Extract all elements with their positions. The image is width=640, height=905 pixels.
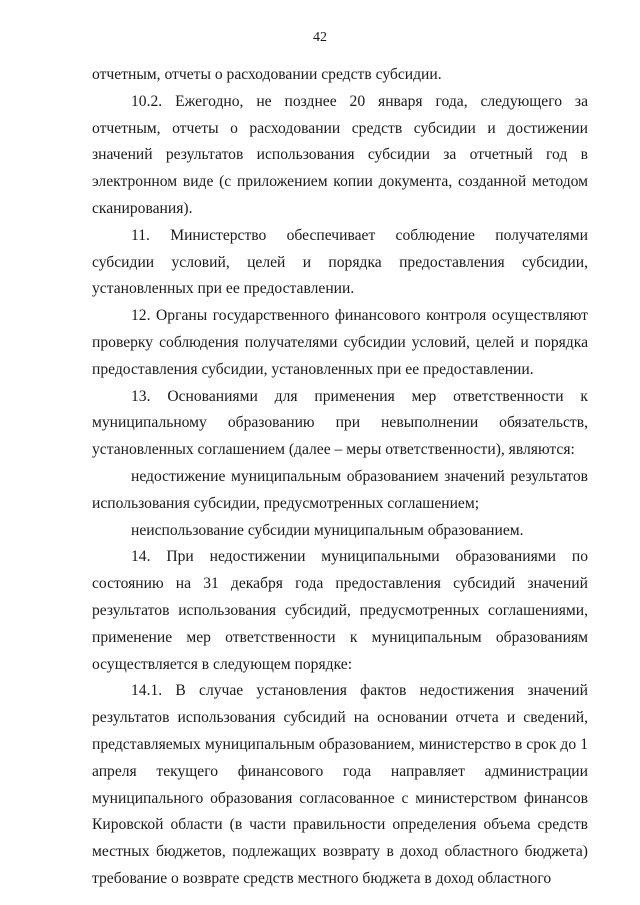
paragraph-14: 14. При недостижении муниципальными образованиями по состоянию на 31 декабря года предоставления субсидий значений результатов использования субсидий, предусмотренных соглашениями, применение мер ответственности к муниципальным образованиям осуществляется в следующем порядке: (92, 548, 588, 673)
paragraph-10-2: 10.2. Ежегодно, не позднее 20 января года, следующего за отчетным, отчеты о расходовании средств субсидии и достижении значений результатов использования субсидии за отчетный год в электронном виде (с приложением копии документа, созданной методом сканирования). (92, 92, 588, 217)
page-number: 42 (313, 30, 327, 45)
paragraph-11: 11. Министерство обеспечивает соблюдение получателями субсидии условий, целей и порядка предоставления субсидии, установленных при ее предоставлении. (92, 226, 588, 298)
paragraph-13-item-1: недостижение муниципальным образованием значений результатов использования субсидии, предусмотренных соглашением; (92, 467, 588, 512)
paragraph-14-1: 14.1. В случае установления фактов недостижения значений результатов использования субсидий на основании отчета и сведений, представляемых муниципальным образованием, министерство в срок до 1 апреля текущего финансового года направляет администрации муниципального образования согласованное с министерством финансов Кировской области (в части правильности определения объема средств местных бюджетов, подлежащих возврату в доход областного бюджета) требование о возврате средств местного бюджета в доход областного (92, 682, 588, 887)
paragraph-13: 13. Основаниями для применения мер ответственности к муниципальному образованию при невыполнении обязательств, установленных соглашением (далее – меры ответственности), являются: (92, 387, 588, 459)
document-body (92, 62, 588, 893)
paragraph-13-item-2: неиспользование субсидии муниципальным образованием. (131, 521, 524, 539)
paragraph-12: 12. Органы государственного финансового контроля осуществляют проверку соблюдения получателями субсидии условий, целей и порядка предоставления субсидии, установленных при ее предоставлении. (92, 307, 588, 378)
paragraph-continuation: отчетным, отчеты о расходовании средств субсидии. (92, 66, 442, 83)
